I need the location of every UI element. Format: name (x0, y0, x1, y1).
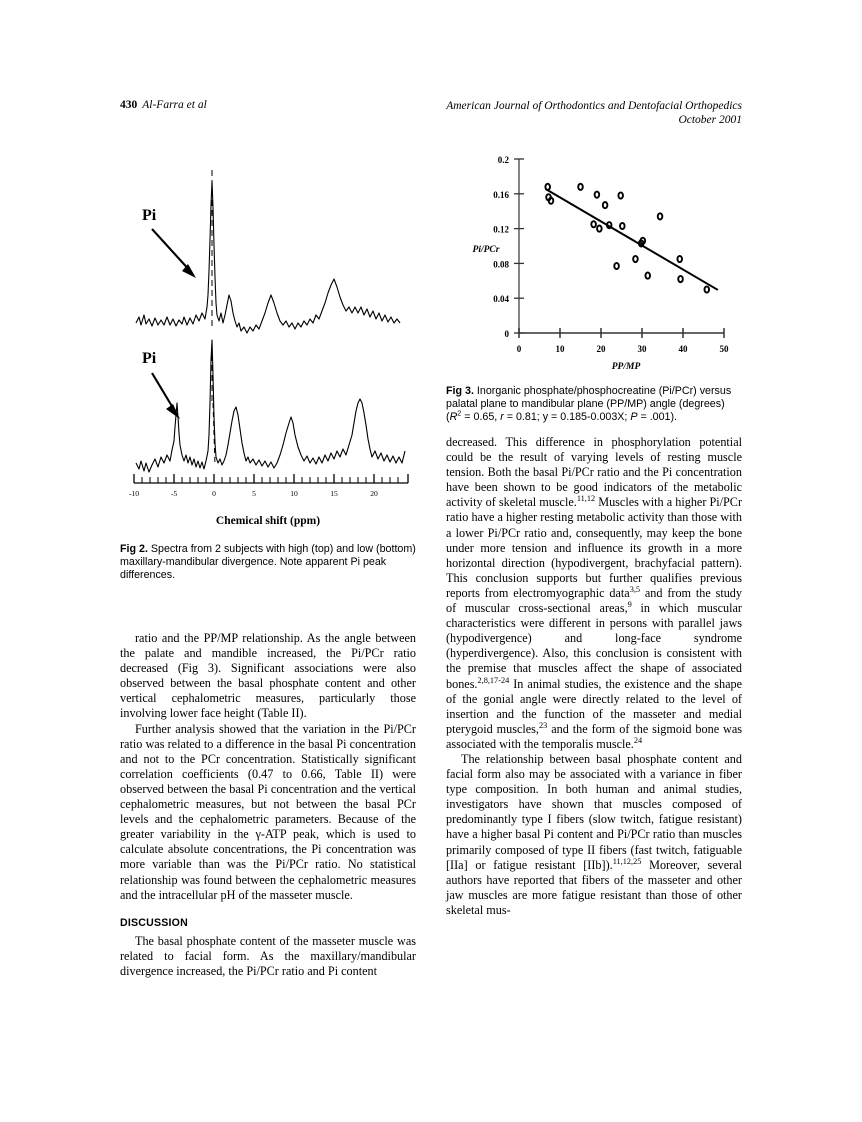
figure-3-rsq-value: = 0.65, (461, 411, 501, 424)
citation-11-12: 11,12 (576, 494, 596, 504)
paragraph-left-1: ratio and the PP/MP relationship. As the angle between the palate and mandible increased, the Pi/PCr ratio decreased (Fig 3). Significant associations were also observed between the basal phosphate content and other vertical cephalometric measures, particularly those involving lower face height (Table II). (120, 631, 416, 721)
x-axis-title: PP/MP (611, 362, 641, 372)
citation-3-5: 3,5 (629, 584, 641, 594)
scatter-plot-graphic (446, 145, 742, 377)
scatter-point (614, 263, 619, 269)
paragraph-right-1-b: Muscles with a higher Pi/PCr ratio have a higher resting metabolic activity than those with a lower Pi/PCr ratio and, consequently, may keep the bone under more tension and influence its growth in a more horizontal direction (hypodivergent, brachyfacial pattern). This conclusion supports but further qualifies previous reports from electromyographic data (446, 495, 742, 600)
figure-2 (120, 145, 416, 582)
figure-3-p-label: P (630, 411, 638, 424)
citation-24: 24 (633, 735, 643, 745)
chemical-shift-tick-6: 20 (370, 489, 378, 498)
y-tick-label-0.08: 0.08 (493, 259, 509, 270)
running-head-left (120, 99, 207, 111)
x-tick-label-30: 30 (637, 344, 647, 354)
scatter-point (591, 221, 596, 227)
citation-2-8-17-24: 2,8,17-24 (477, 675, 510, 685)
paragraph-right-1-d: in which muscular characteristics were different in persons with parallel jaws (hypodivergence) and long-face syndrome (hyperdivergence). Also, this conclusion is consistent with the premise that muscles affect the shape of associated bones. (446, 601, 742, 691)
pi-annotation-top (142, 207, 196, 278)
citation-9: 9 (627, 599, 632, 609)
chemical-shift-axis-title: Chemical shift (ppm) (215, 515, 321, 527)
nmr-spectra-graphic (120, 145, 416, 545)
left-column (120, 145, 416, 979)
scatter-point (677, 256, 682, 262)
y-tick-label-0.04: 0.04 (493, 294, 509, 305)
citation-11-12-25: 11,12,25 (612, 856, 642, 866)
scatter-point (633, 256, 638, 262)
chemical-shift-axis (129, 474, 408, 527)
figure-3-label: Fig 3. (446, 385, 474, 397)
x-tick-label-0: 0 (516, 344, 522, 354)
paragraph-right-2-a: The relationship between basal phosphate content and facial form also may be associated with a variance in fiber type composition. In both human and animal studies, investigators have shown that muscles composed of predominantly type I fibers (slow twitch, fatigue resistant) have a higher basal Pi content and Pi/PCr ratio than muscles primarily composed of type II fibers (fast twitch, fatiguable [IIa] or fatigue resistant [IIb]). (446, 751, 742, 872)
paragraph-right-1-e: In animal studies, the existence and the shape of the gonial angle were directly related to the level of insertion and the function of the masseter and medial pterygoid muscles, (446, 676, 742, 736)
y-tick-label-0.16: 0.16 (493, 189, 509, 200)
paragraph-right-1-a: decreased. This difference in phosphorylation potential could be the result of varying levels of resting muscle tension. Both the basal Pi/PCr ratio and the Pi concentration have been shown to be good indicators of the metabolic activity of skeletal muscle. (446, 435, 742, 510)
chemical-shift-tick-2: 0 (212, 489, 216, 498)
spectrum-top (136, 170, 400, 395)
paragraph-right-2-b: Moreover, several authors have reported that fibers of the masseter and other jaw muscles are more fatigue resistant than those of other skeletal mus- (446, 857, 742, 917)
figure-3-rsq-exponent: 2 (457, 408, 462, 418)
chemical-shift-tick-5: 15 (330, 489, 338, 498)
right-column-body (446, 435, 742, 918)
citation-23: 23 (538, 720, 548, 730)
page-number: 430 (120, 99, 138, 111)
figure-3-caption (446, 385, 742, 425)
regression-line (546, 189, 718, 290)
chemical-shift-major-ticks (134, 474, 408, 483)
paragraph-left-discussion: The basal phosphate content of the masseter muscle was related to facial form. As the maxillary/mandibular divergence increased, the Pi/PCr ratio and Pi content (120, 933, 416, 978)
spectrum-bottom (136, 340, 405, 472)
issue-date: October 2001 (678, 114, 742, 126)
paragraph-right-1-f: and the form of the sigmoid bone was associated with the temporalis muscle. (446, 721, 743, 751)
y-axis-title: Pi/PCr (472, 245, 500, 255)
pi-label-bottom: Pi (142, 350, 157, 367)
journal-title: American Journal of Orthodontics and Dentofacial Orthopedics (446, 100, 742, 112)
figure-2-caption-text: Spectra from 2 subjects with high (top) and low (bottom) maxillary-mandibular divergence. Note apparent Pi peak differences. (120, 543, 416, 582)
y-tick-label-0: 0 (504, 329, 509, 339)
running-head-right (446, 99, 742, 127)
scatter-point (704, 286, 709, 292)
chemical-shift-tick-3: 5 (252, 489, 256, 498)
left-column-body (120, 631, 416, 979)
section-heading-discussion: DISCUSSION (120, 916, 188, 929)
scatter-series (545, 184, 717, 293)
y-tick-label-0.12: 0.12 (493, 224, 509, 235)
x-tick-label-40: 40 (678, 344, 688, 354)
paragraph-left-2: Further analysis showed that the variation in the Pi/PCr ratio was related to a difference in the basal Pi concentration and not to the PCr concentration. Statistically significant correlation coefficients (0.47 to 0.66, Table II) were observed between the basal Pi concentration and the vertical cephalometric measures, but not between the basal PCr levels and the cephalometric parameters. Because of the greater variability in the γ-ATP peak, which is used to calculate absolute concentrations, the Pi concentration was more variable than was the Pi/PCr ratio. No statistical relationship was found between the cephalometric measures and the intracellular pH of the masseter muscle. (120, 721, 416, 902)
spectrum-trace-top (136, 181, 400, 333)
scatter-point (645, 272, 650, 278)
scatter-point (597, 226, 602, 232)
paragraph-right-1-c: and from the study of muscular cross-sectional areas, (446, 585, 742, 616)
pi-arrow-head-top (182, 264, 196, 278)
figure-2-label: Fig 2. (120, 543, 148, 555)
scatter-point (678, 276, 683, 282)
running-head-authors: Al-Farra et al (142, 99, 207, 111)
spectrum-trace-bottom (136, 340, 405, 472)
paragraph-right-2 (446, 752, 742, 918)
scatter-point (545, 184, 550, 190)
scatter-point (618, 192, 623, 198)
figure-3-p-value: = .001). (637, 411, 678, 424)
scatter-point (595, 192, 600, 198)
pi-label-top: Pi (142, 207, 157, 224)
pi-annotation-bottom (142, 350, 180, 419)
figure-3-caption-part1: Inorganic phosphate/phosphocreatine (Pi/PCr) versus palatal plane to mandibular plane (PP/MP) angle (degrees) ( (446, 385, 732, 424)
figure-3-r-label: r (500, 411, 504, 424)
figure-3-rsq-label: R (449, 411, 458, 424)
figure-3 (446, 145, 742, 424)
figure-3-r-value: = 0.81; y = 0.185-0.003X; (503, 411, 631, 424)
scatter-point (620, 223, 625, 229)
scatter-point (549, 198, 554, 204)
running-head (120, 99, 742, 139)
y-tick-label-0.2: 0.2 (497, 155, 509, 165)
scatter-point (578, 184, 583, 190)
chemical-shift-tick-4: 10 (290, 489, 298, 498)
x-tick-label-10: 10 (555, 344, 565, 354)
chemical-shift-tick-1: -5 (170, 489, 178, 498)
paragraph-right-1 (446, 435, 742, 752)
chemical-shift-minor-ticks (142, 477, 398, 483)
x-tick-label-50: 50 (719, 344, 729, 354)
scatter-point (603, 202, 608, 208)
x-tick-label-20: 20 (596, 344, 606, 354)
figure-2-caption (120, 543, 416, 583)
chemical-shift-tick-0: -10 (128, 489, 140, 498)
right-column (446, 145, 742, 918)
scatter-point (658, 213, 663, 219)
